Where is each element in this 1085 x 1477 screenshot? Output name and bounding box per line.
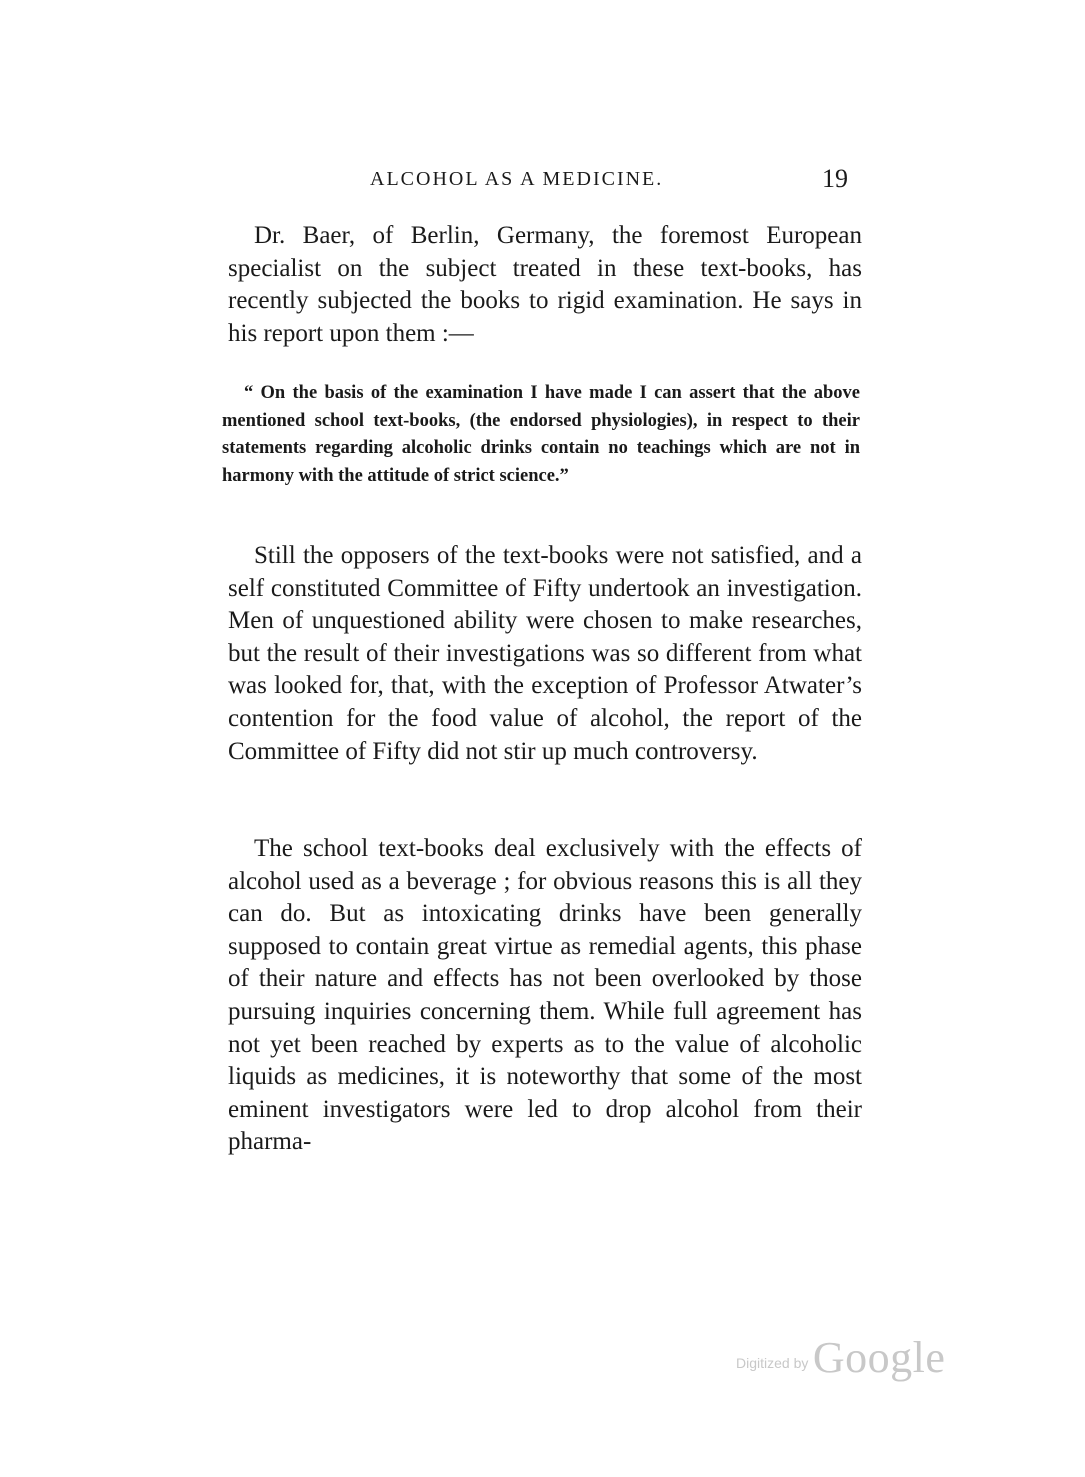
- block-quote: [222, 380, 860, 490]
- paragraph-committee: [228, 540, 862, 768]
- page-number: 19: [822, 164, 848, 193]
- quote-text: “ On the basis of the examination I have made I can assert that the above mentioned school text-books, (the endorsed physiologies), in respect to their statements regarding alcoholic drinks contain no teachings which are not in harmony with the attitude of strict science.”: [222, 383, 860, 486]
- paragraph-text: The school text-books deal exclusively with the effects of alcohol used as a beverage ; for obvious reasons this is all they can do. But as intoxicating drinks have been generally supposed to contain great virtue as remedial agents, this phase of their nature and effects has not been overlooked by those pursuing inquiries concerning them. While full agreement has not yet been reached by experts as to the value of alcoholic liquids as medicines, it is noteworthy that some of the most eminent investigators were led to drop alcohol from their pharma-: [228, 835, 862, 1156]
- paragraph-text-books: [228, 833, 862, 1159]
- paragraph-text: Still the opposers of the text-books were not satisfied, and a self constituted Committee of Fifty undertook an investigation. Men of unquestioned ability were chosen to make researches, but the result of their investigations was so different from what was looked for, that, with the exception of Professor Atwater’s contention for the food value of alcohol, the report of the Committee of Fifty did not stir up much controversy.: [228, 542, 862, 765]
- digitized-watermark: [736, 1332, 945, 1383]
- paragraph-text: Dr. Baer, of Berlin, Germany, the foremost European specialist on the subject treated in these text-books, has recently subjected the books to rigid examination. He says in his report upon them :—: [228, 222, 862, 347]
- google-logo: Google: [812, 1333, 946, 1382]
- running-header: ALCOHOL AS A MEDICINE.: [370, 168, 664, 190]
- paragraph-baer: [228, 220, 862, 350]
- watermark-prefix: Digitized by: [736, 1355, 809, 1371]
